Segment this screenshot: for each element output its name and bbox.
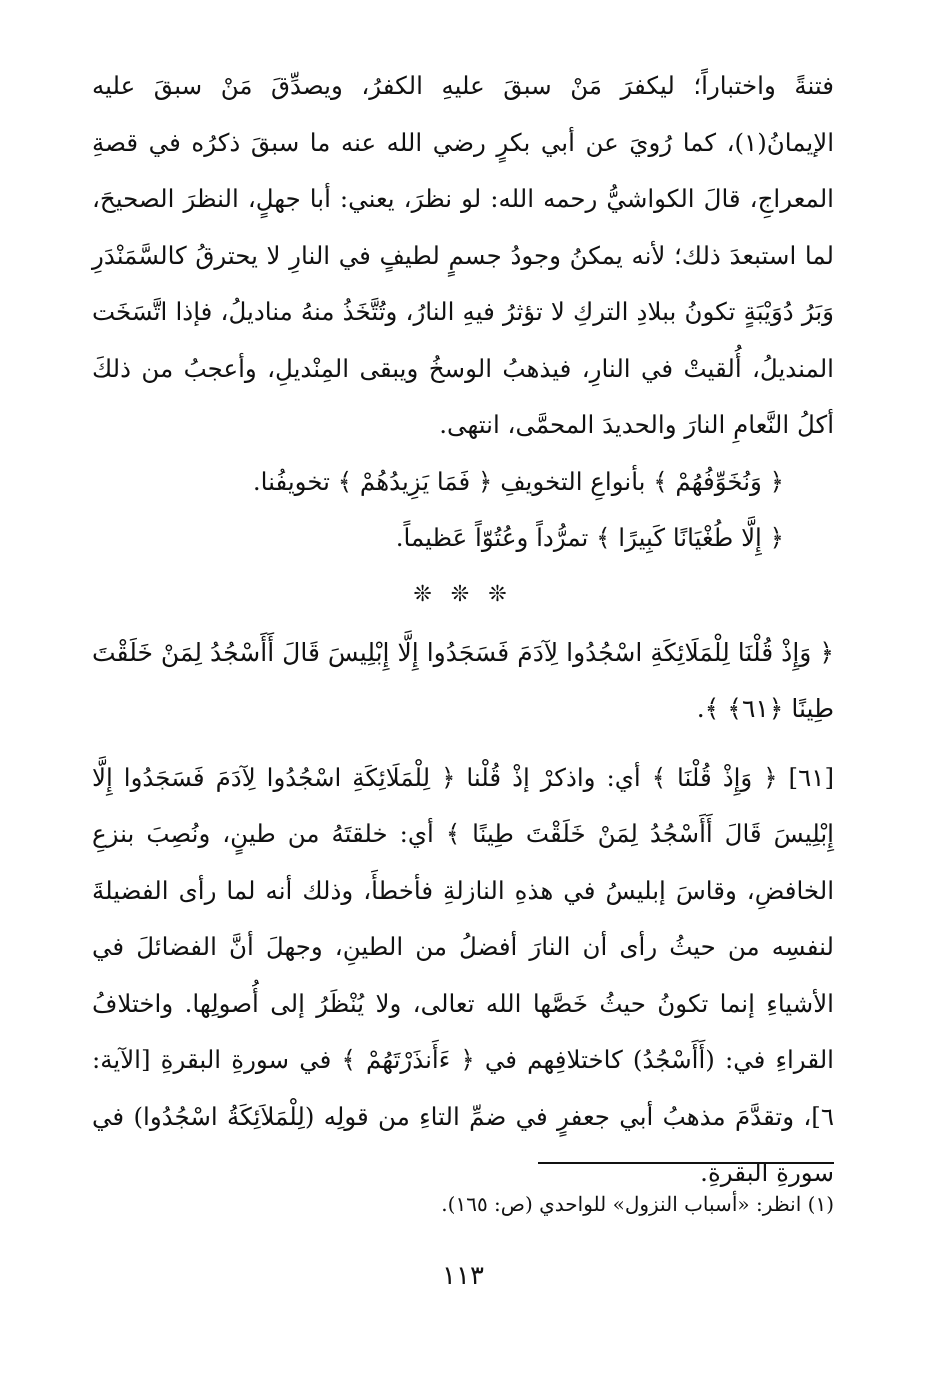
main-text xyxy=(92,58,834,1202)
paragraph-2: ﴿ وَنُخَوِّفُهُمْ ﴾ بأنواعِ التخويفِ ﴿ فَمَا يَزِيدُهُمْ ﴾ تخويفُنا. xyxy=(252,466,784,496)
footnote-divider xyxy=(538,1162,834,1164)
commentary-paragraph: [٦١] ﴿ وَإِذْ قُلْنَا ﴾ أي: واذكرْ إذْ قُلْنا ﴿ لِلْمَلَائِكَةِ اسْجُدُوا لِآدَمَ فَسَجَدُوا إِلَّا إِبْلِيسَ قَالَ أَأَسْجُدُ لِمَنْ خَلَقْتَ طِينًا ﴾ أي: خلقتَهُ من طينٍ، ونُصِبَ بنزعِ الخافضِ، وقاسَ إبليسُ في هذهِ النازلةِ فأخطأَ، وذلك أنه لما رأى الفضيلةَ لنفسِه من حيثُ رأى أن النارَ أفضلُ من الطينِ، وجهلَ أنَّ الفضائلَ في الأشياءِ إنما تكونُ حيثُ خَصَّها الله تعالى، ولا يُنْظَرُ إلى أُصولِها. واختلافُ القراءِ في: (أَأَسْجُدُ) كاختلافِهم في ﴿ ءَأَنذَرْتَهُمْ ﴾ في سورةِ البقرةِ [الآية: ٦]، وتقدَّمَ مذهبُ أبي جعفرٍ في ضمِّ التاءِ من قولِه (لِلْمَلاَئِكَةُ اسْجُدُوا) في سورةِ البقرةِ. xyxy=(92,762,834,1187)
quran-verse: ﴿ وَإِذْ قُلْنَا لِلْمَلَائِكَةِ اسْجُدُوا لِآدَمَ فَسَجَدُوا إِلَّا إِبْلِيسَ قَالَ أَأَسْجُدُ لِمَنْ خَلَقْتَ طِينًا ﴿٦١﴾ ﴾. xyxy=(92,637,834,723)
paragraph-3: ﴿ إِلَّا طُغْيَانًا كَبِيرًا ﴾ تمرُّداً وعُتُوّاً عَظيماً. xyxy=(395,523,784,552)
footnote: (١) انظر: «أسباب النزول» للواحدي (ص: ١٦٥). xyxy=(441,1192,834,1216)
section-separator: ❊ ❊ ❊ xyxy=(413,581,513,607)
paragraph-1: فتنةً واختباراً؛ ليكفرَ مَنْ سبقَ عليهِ الكفرُ، ويصدِّقَ مَنْ سبقَ عليه الإيمانُ(١)، كما رُويَ عن أبي بكرٍ رضي الله عنه ما سبقَ ذكرُه في قصةِ المعراجِ، قالَ الكواشيُّ رحمه الله: لو نظرَ، يعني: أبا جهلٍ، النظرَ الصحيحَ، لما استبعدَ ذلك؛ لأنه يمكنُ وجودُ جسمٍ لطيفٍ في النارِ لا يحترقُ كالسَّمَنْدَرِ وَبَرُ دُوَيْبَةٍ تكونُ ببلادِ التركِ لا تؤثرُ فيهِ النارُ، وتُتَّخَذُ منهُ مناديلُ، فإذا اتَّسَخَت المنديلُ، أُلقيتْ في النارِ، فيذهبُ الوسخُ ويبقى المِنْديلِ، وأعجبُ من ذلكَ أكلُ النَّعامِ النارَ والحديدَ المحمَّى، انتهى. xyxy=(92,71,834,439)
page-number: ١١٣ xyxy=(442,1261,484,1291)
